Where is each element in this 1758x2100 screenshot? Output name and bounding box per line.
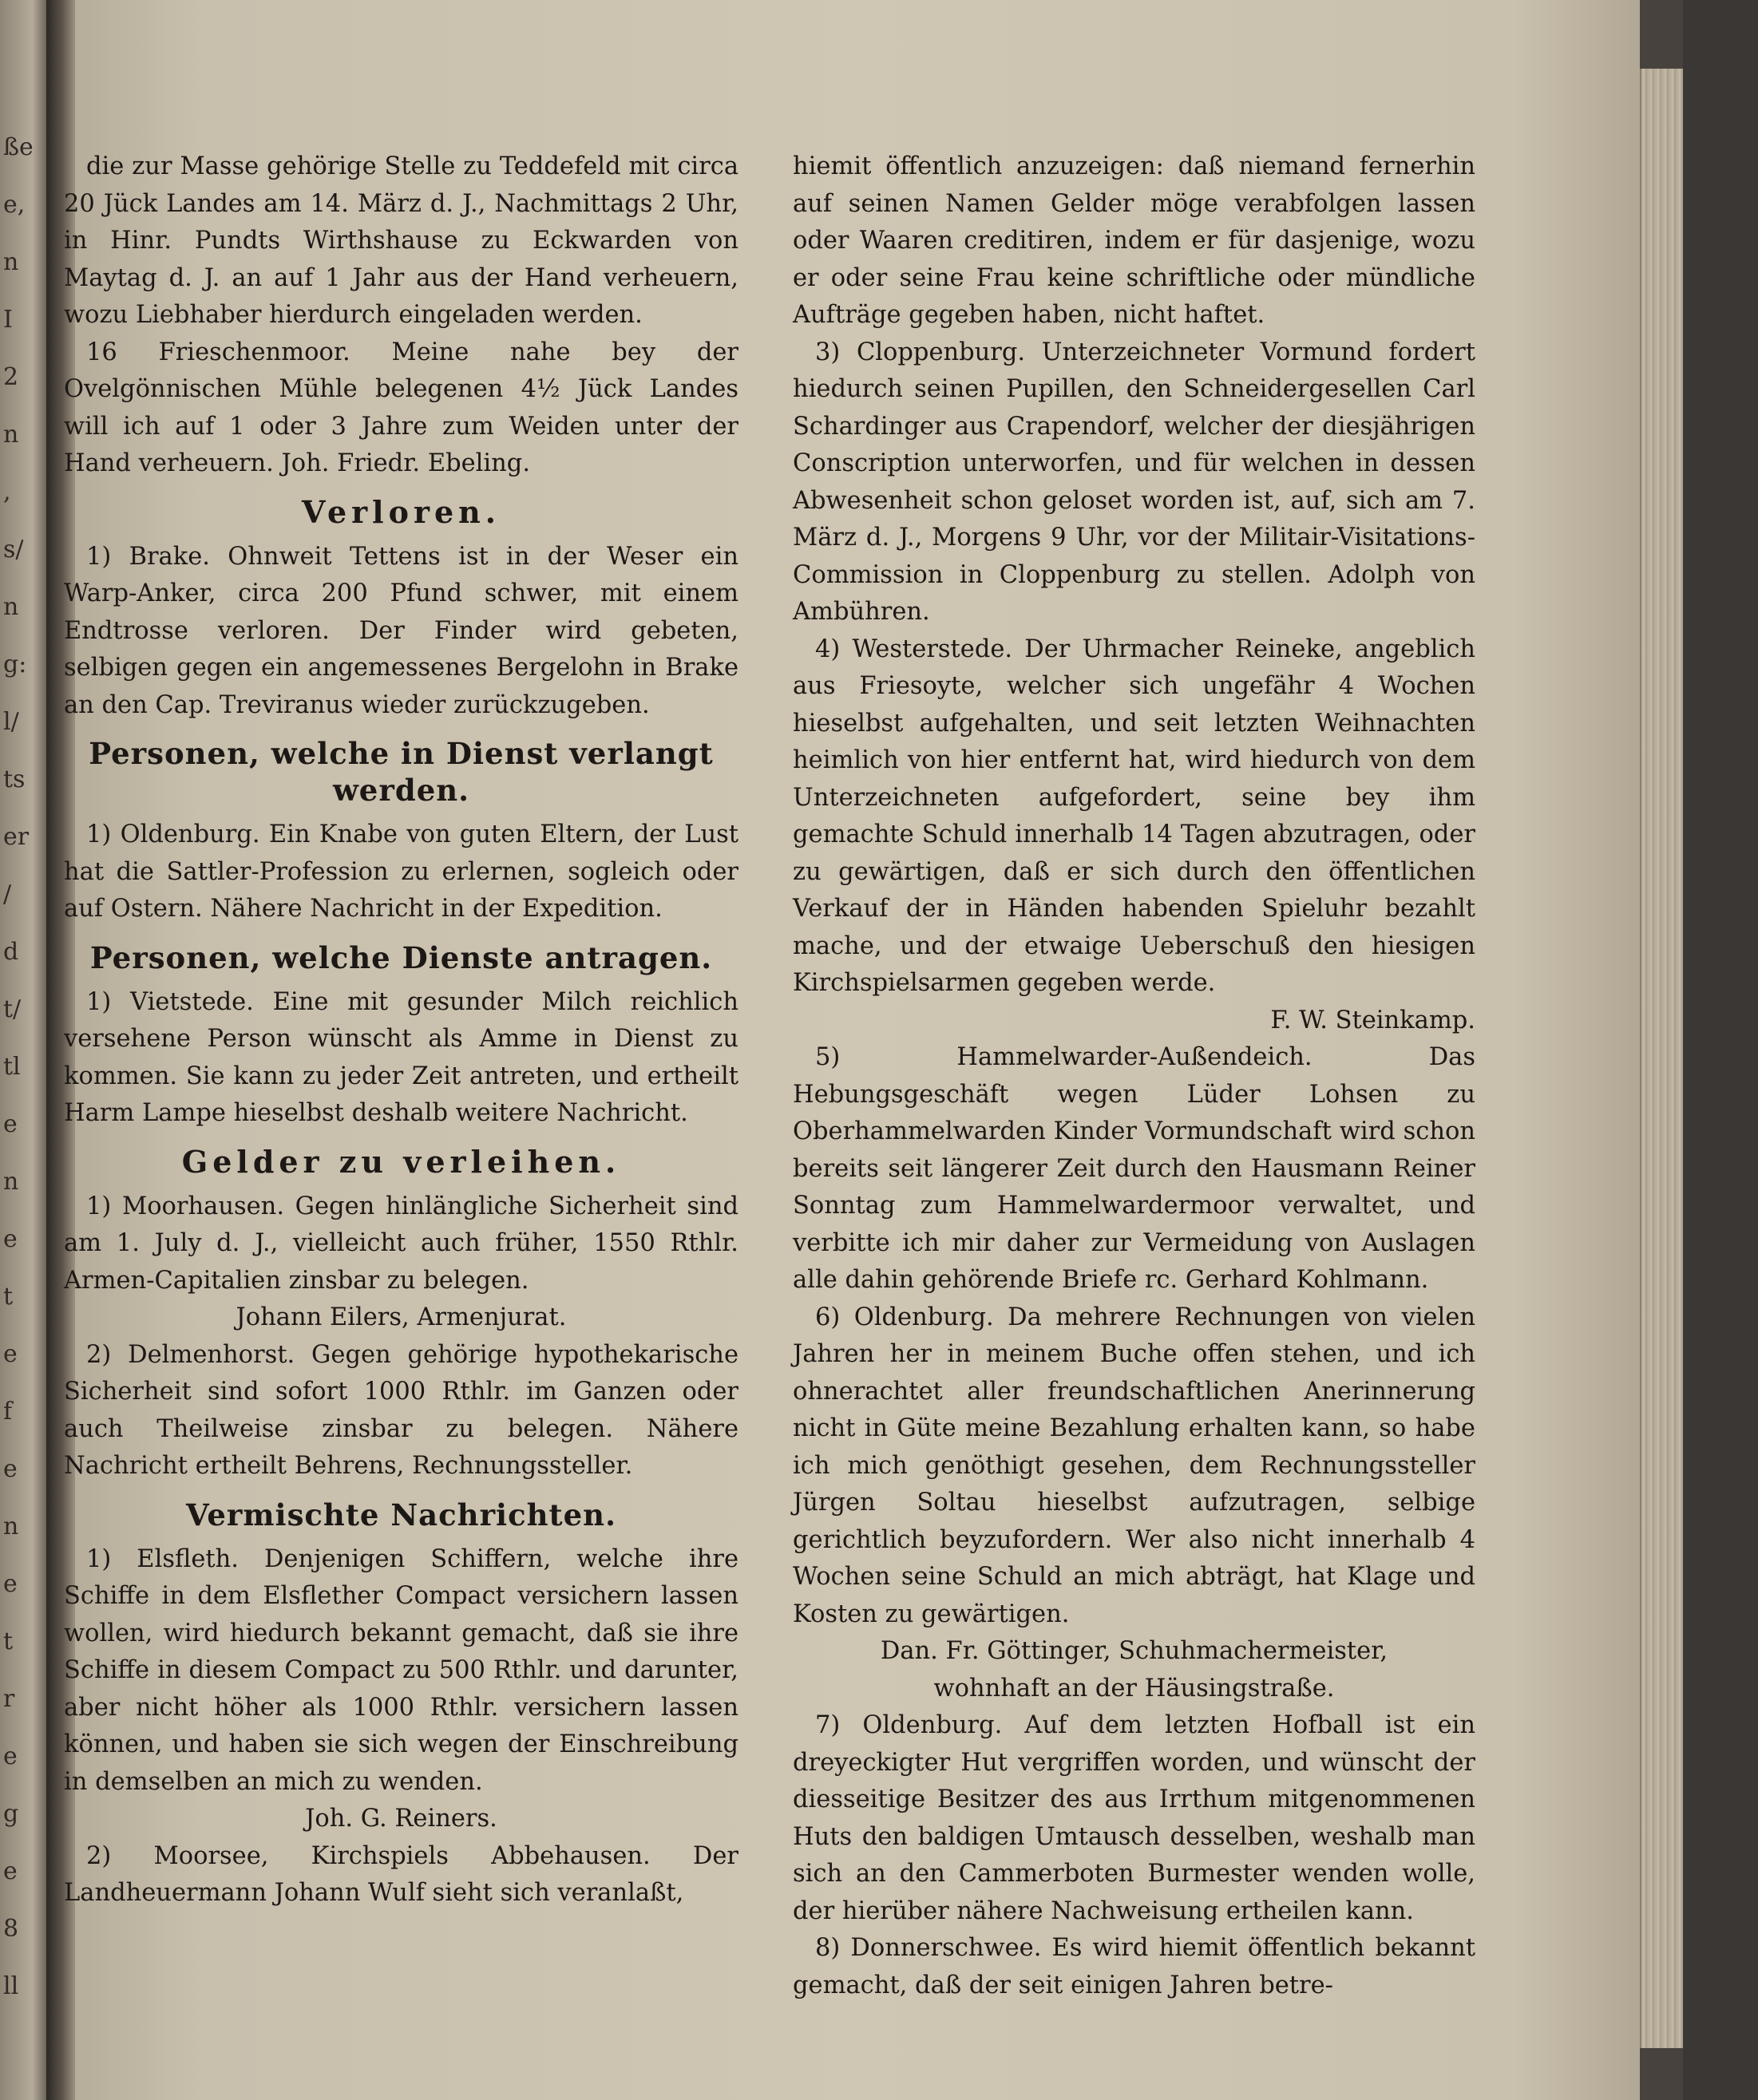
facing-page-fragment: e	[3, 1110, 18, 1138]
section-heading: Vermischte Nachrichten.	[186, 1497, 616, 1532]
notice-paragraph: 1) Elsfleth. Denjenigen Schiffern, welche ihre Schiffe in dem Elsflether Compact versichern lassen wollen, wird hiedurch bekannt gemacht, daß sie ihre Schiffe in diesem Compact zu 500 Rthlr. und darunter, aber nicht höher als 1000 Rthlr. versichern lassen können, und haben sie sich wegen der Einschreibung in demselben an mich zu wenden.	[64, 1544, 738, 1796]
notice-paragraph: 4) Westerstede. Der Uhrmacher Reineke, angeblich aus Friesoyte, welcher sich ungefähr 4 Wochen hieselbst aufgehalten, und seit letzten Weihnachten heimlich von hier entfernt hat, wird hiedurch von dem Unterzeichneten aufgefordert, seine bey ihm gemachte Schuld innerhalb 14 Tagen abzutragen, oder zu gewärtigen, daß er sich durch den öffentlichen Verkauf der in Händen habenden Spieluhr bezahlt mache, und der etwaige Ueberschuß den hiesigen Kirchspielsarmen gegeben werde.	[793, 635, 1475, 997]
facing-page-fragment: n	[3, 1513, 19, 1540]
facing-page-fragment: s/	[3, 536, 24, 564]
notice-paragraph: 1) Oldenburg. Ein Knabe von guten Eltern, der Lust hat die Sattler-Profession zu erlernen, sogleich oder auf Ostern. Nähere Nachricht in der Expedition.	[64, 821, 738, 923]
section-heading: Gelder zu verleihen.	[181, 1143, 621, 1180]
facing-page-fragment: ll	[3, 1972, 19, 2000]
signature: wohnhaft an der Häusingstraße.	[933, 1674, 1335, 1703]
notice-paragraph: 2) Moorsee, Kirchspiels Abbehausen. Der Landheuermann Johann Wulf sieht sich veranlaßt,	[64, 1841, 738, 1907]
section-heading: Personen, welche in Dienst verlangt werden.	[89, 736, 714, 808]
facing-page-fragment: d	[3, 938, 19, 966]
section-heading: Verloren.	[301, 493, 501, 530]
facing-page-fragment: 2	[3, 363, 19, 391]
facing-page-fragment: e	[3, 1742, 18, 1770]
facing-page-fragment: ße	[3, 133, 34, 161]
facing-page-fragment: l/	[3, 708, 19, 736]
left-text-column	[64, 148, 738, 1912]
scan-background-right	[1683, 0, 1758, 2100]
section-heading: Personen, welche Dienste antragen.	[89, 939, 713, 975]
facing-page-fragment: f	[3, 1398, 13, 1426]
notice-paragraph: 16 Frieschenmoor. Meine nahe bey der Ovelgönnischen Mühle belegenen 4½ Jück Landes will ich auf 1 oder 3 Jahre zum Weiden unter der Hand verheuern. Joh. Friedr. Ebeling.	[64, 338, 738, 477]
notice-paragraph: 1) Brake. Ohnweit Tettens ist in der Weser ein Warp-Anker, circa 200 Pfund schwer, mit einem Endtrosse verloren. Der Finder wird gebeten, selbigen gegen ein angemessenes Bergelohn in Brake an den Cap. Treviranus wieder zurückzugeben.	[64, 542, 738, 719]
signature: F. W. Steinkamp.	[1270, 1006, 1475, 1034]
notice-paragraph: 5) Hammelwarder-Außendeich. Das Hebungsgeschäft wegen Lüder Lohsen zu Oberhammelwarden Kinder Vormundschaft wird schon bereits seit längerer Zeit durch den Hausmann Reiner Sonntag zum Hammelwardermoor verwaltet, und verbitte ich mir daher zur Vermeidung von Auslagen alle dahin gehörende Briefe rc. Gerhard Kohlmann.	[793, 1043, 1475, 1294]
notice-paragraph: 3) Cloppenburg. Unterzeichneter Vormund fordert hiedurch seinen Pupillen, den Schneidergesellen Carl Schardinger aus Crapendorf, welcher der diesjährigen Conscription unterworfen, und für welchen in dessen Abwesenheit schon geloset worden ist, auf, sich am 7. März d. J., Morgens 9 Uhr, vor der Militair-Visitations-Commission in Cloppenburg zu stellen. Adolph von Ambühren.	[793, 338, 1475, 626]
signature: Johann Eilers, Armenjurat.	[236, 1303, 567, 1331]
facing-page-fragment: e	[3, 1857, 18, 1885]
notice-paragraph: 2) Delmenhorst. Gegen gehörige hypothekarische Sicherheit sind sofort 1000 Rthlr. im Ganzen oder auch Theilweise zinsbar zu belegen. Nähere Nachricht ertheilt Behrens, Rechnungssteller.	[64, 1340, 738, 1480]
facing-page-fragment: ,	[3, 478, 11, 506]
notice-paragraph: 6) Oldenburg. Da mehrere Rechnungen von vielen Jahren her in meinem Buche offen stehen, und ich ohnerachtet aller freundschaftlichen Anerinnerung nicht in Güte meine Bezahlung erhalten kann, so habe ich mich genöthigt gesehen, dem Rechnungssteller Jürgen Soltau hieselbst aufzutragen, selbige gerichtlich beyzufordern. Wer also nicht innerhalb 4 Wochen seine Schuld an mich abträgt, hat Klage und Kosten zu gewärtigen.	[793, 1303, 1475, 1628]
facing-page-fragment: n	[3, 421, 19, 449]
notice-paragraph: die zur Masse gehörige Stelle zu Teddefeld mit circa 20 Jück Landes am 14. März d. J., Nachmittags 2 Uhr, in Hinr. Pundts Wirthshause zu Eckwarden von Maytag d. J. an auf 1 Jahr aus der Hand verheuern, wozu Liebhaber hierdurch eingeladen werden.	[64, 152, 738, 329]
signature: Joh. G. Reiners.	[305, 1805, 497, 1833]
facing-page-fragment: I	[3, 306, 13, 334]
facing-page-fragment: t	[3, 1627, 14, 1655]
facing-page-fragment: t	[3, 1283, 14, 1311]
notice-paragraph: 8) Donnerschwee. Es wird hiemit öffentlich bekannt gemacht, daß der seit einigen Jahren betre-	[793, 1934, 1475, 1999]
facing-page-edge	[0, 0, 46, 2100]
facing-page-fragment: r	[3, 1685, 15, 1713]
notice-paragraph: 1) Moorhausen. Gegen hinlängliche Sicherheit sind am 1. July d. J., vielleicht auch früher, 1550 Rthlr. Armen-Capitalien zinsbar zu belegen.	[64, 1192, 738, 1295]
facing-page-fragment: e	[3, 1455, 18, 1483]
facing-page-fragment: e	[3, 1570, 18, 1598]
facing-page-fragment: e	[3, 1340, 18, 1368]
page-stack-edge	[1640, 69, 1685, 2048]
facing-page-fragment: e	[3, 1225, 18, 1253]
right-text-column	[793, 148, 1475, 2004]
facing-page-fragment: n	[3, 248, 19, 276]
facing-page-fragment: ts	[3, 765, 26, 793]
facing-page-fragment: n	[3, 1168, 19, 1196]
facing-page-fragment: g:	[3, 651, 27, 678]
facing-page-fragment: t/	[3, 995, 22, 1023]
facing-page-fragment: /	[3, 880, 12, 908]
facing-page-fragment: 8	[3, 1915, 19, 1943]
facing-page-fragment: g	[3, 1800, 19, 1828]
notice-paragraph: 7) Oldenburg. Auf dem letzten Hofball ist ein dreyeckigter Hut vergriffen worden, und wünscht der diesseitige Besitzer des aus Irrthum mitgenommenen Huts den baldigen Umtausch desselben, weshalb man sich an den Cammerboten Burmester wenden wolle, der hierüber nähere Nachweisung ertheilen kann.	[793, 1711, 1475, 1925]
signature: Dan. Fr. Göttinger, Schuhmachermeister,	[880, 1637, 1388, 1665]
facing-page-fragment: e,	[3, 191, 26, 219]
notice-paragraph: 1) Vietstede. Eine mit gesunder Milch reichlich versehene Person wünscht als Amme in Dienst zu kommen. Sie kann zu jeder Zeit antreten, und ertheilt Harm Lampe hieselbst deshalb weitere Nachricht.	[64, 987, 738, 1127]
facing-page-fragment: tl	[3, 1053, 21, 1081]
facing-page-fragment: er	[3, 823, 30, 851]
facing-page-fragment: n	[3, 593, 19, 621]
notice-paragraph: hiemit öffentlich anzuzeigen: daß niemand fernerhin auf seinen Namen Gelder möge verabfolgen lassen oder Waaren creditiren, indem er für dasjenige, wozu er oder seine Frau keine schriftliche oder mündliche Aufträge gegeben haben, nicht haftet.	[793, 152, 1475, 329]
